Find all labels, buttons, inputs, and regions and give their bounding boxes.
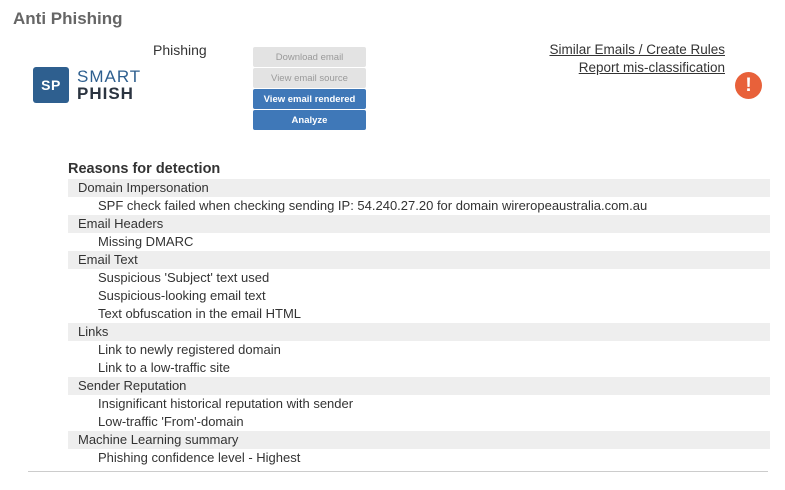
reason-item: Suspicious-looking email text: [98, 288, 266, 303]
reasons-section: [68, 160, 770, 467]
reason-item: Suspicious 'Subject' text used: [98, 270, 270, 285]
category-email-headers: Email Headers: [68, 215, 770, 233]
report-misclassification-link[interactable]: Report mis-classification: [578, 60, 725, 75]
exclamation-icon: !: [735, 72, 762, 99]
view-email-source-button[interactable]: View email source: [253, 68, 366, 88]
classification-label: Phishing: [153, 42, 207, 58]
category-links: Links: [68, 323, 770, 341]
reasons-title: Reasons for detection: [68, 161, 221, 177]
reason-item: Link to newly registered domain: [98, 342, 281, 357]
download-email-button[interactable]: Download email: [253, 47, 366, 67]
analyze-button[interactable]: Analyze: [253, 110, 366, 130]
logo-line1: SMART: [77, 67, 142, 86]
smartphish-logo: [33, 67, 141, 103]
category-domain-impersonation: Domain Impersonation: [68, 179, 770, 197]
reason-item: SPF check failed when checking sending IP: 54.240.27.20 for domain wireropeaustralia.com.au: [98, 198, 648, 213]
logo-badge: SP: [33, 67, 69, 103]
logo-wordmark: [77, 68, 141, 102]
similar-emails-link[interactable]: Similar Emails / Create Rules: [549, 42, 725, 57]
view-email-rendered-button[interactable]: View email rendered: [253, 89, 366, 109]
reason-item: Link to a low-traffic site: [98, 360, 230, 375]
reason-item: Phishing confidence level - Highest: [98, 450, 301, 465]
reason-item: Low-traffic 'From'-domain: [98, 414, 244, 429]
divider: [28, 471, 768, 472]
reason-item: Text obfuscation in the email HTML: [98, 306, 302, 321]
logo-line2: PHISH: [77, 84, 134, 103]
reason-item: Insignificant historical reputation with sender: [98, 396, 354, 411]
category-machine-learning-summary: Machine Learning summary: [68, 431, 770, 449]
page-title: Anti Phishing: [13, 9, 123, 28]
category-email-text: Email Text: [68, 251, 770, 269]
reason-item: Missing DMARC: [98, 234, 194, 249]
category-sender-reputation: Sender Reputation: [68, 377, 770, 395]
